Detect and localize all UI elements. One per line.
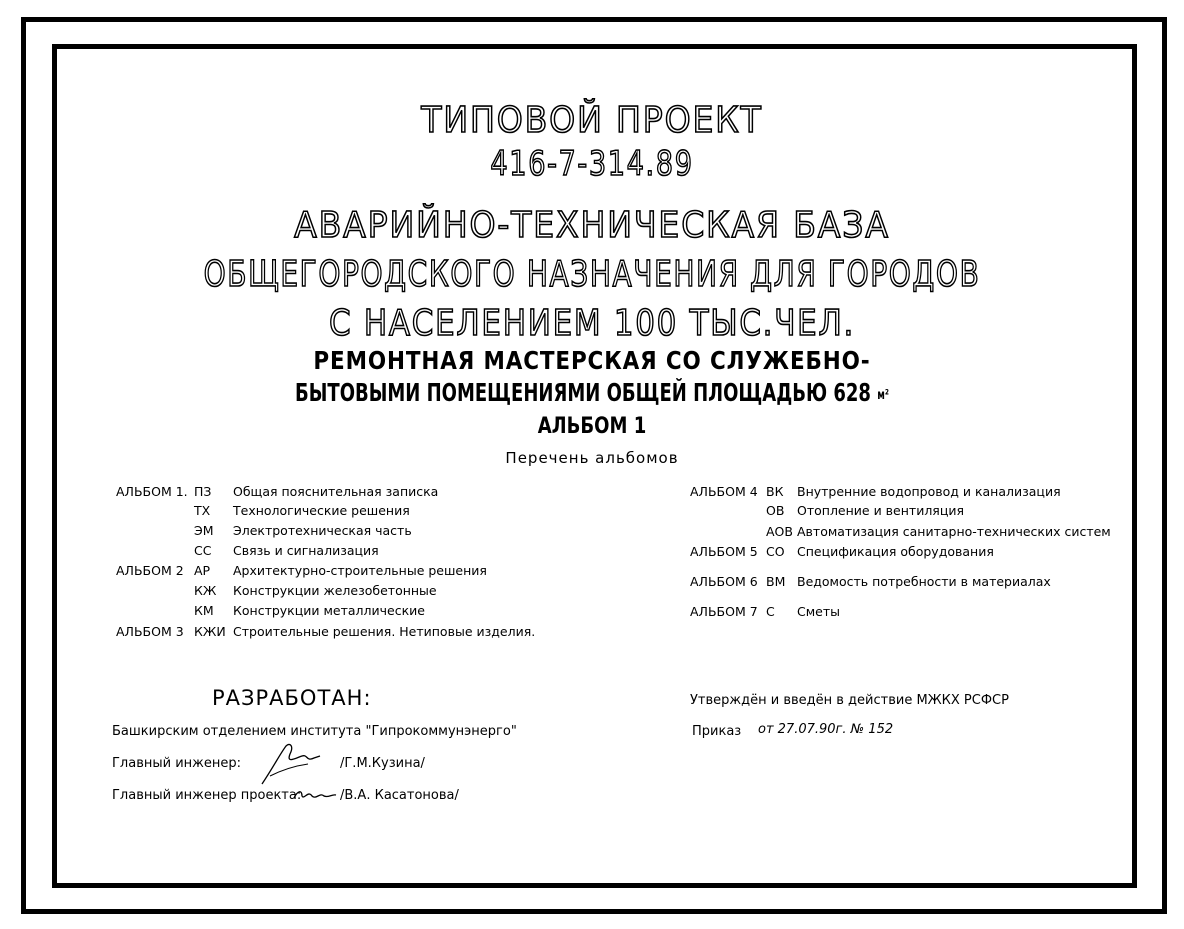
album-code: АР: [194, 563, 211, 578]
album-code: ВК: [766, 484, 784, 499]
order-label: Приказ: [692, 724, 742, 739]
album-label: АЛЬБОМ 7: [690, 604, 758, 619]
approval-text: Утверждён и введён в действие МЖКХ РСФСР: [690, 693, 1009, 708]
album-list-heading: Перечень альбомов: [505, 449, 679, 467]
album-code: КМ: [194, 603, 214, 618]
album-code: ОВ: [766, 503, 785, 518]
album-desc: Строительные решения. Нетиповые изделия.: [233, 624, 536, 639]
album-label: АЛЬБОМ 5: [690, 544, 758, 559]
project-engineer-label: Главный инженер проекта:: [112, 788, 302, 803]
album-desc: Спецификация оборудования: [797, 544, 994, 559]
developer-org: Башкирским отделением института "Гипрокоммунэнерго": [112, 724, 517, 739]
album-desc: Конструкции железобетонные: [233, 583, 437, 598]
album-code: ПЗ: [194, 484, 212, 499]
album-label: АЛЬБОМ 2: [116, 563, 184, 578]
album-code: ТХ: [194, 503, 211, 518]
subtitle-line-1: РЕМОНТНАЯ МАСТЕРСКАЯ СО СЛУЖЕБНО-: [313, 346, 871, 375]
album-code: С: [766, 604, 775, 619]
album-code: КЖ: [194, 583, 217, 598]
album-label: АЛЬБОМ 6: [690, 574, 758, 589]
subtitle-line-2-text: БЫТОВЫМИ ПОМЕЩЕНИЯМИ ОБЩЕЙ ПЛОЩАДЬЮ 628: [295, 378, 871, 407]
album-desc: Сметы: [797, 604, 840, 619]
chief-engineer-name: /Г.М.Кузина/: [340, 756, 425, 771]
album-desc: Ведомость потребности в материалах: [797, 574, 1051, 589]
album-desc: Связь и сигнализация: [233, 543, 379, 558]
album-code: КЖИ: [194, 624, 226, 639]
album-code: ВМ: [766, 574, 786, 589]
chief-engineer-label: Главный инженер:: [112, 756, 241, 771]
album-desc: Электротехническая часть: [233, 523, 412, 538]
album-desc: Технологические решения: [233, 503, 410, 518]
subtitle-line-2: [166, 378, 1018, 407]
area-unit: м²: [877, 388, 889, 403]
album-desc: Конструкции металлические: [233, 603, 425, 618]
order-text: от 27.07.90г. № 152: [758, 722, 894, 737]
album-code: СС: [194, 543, 212, 558]
album-desc: Отопление и вентиляция: [797, 503, 964, 518]
album-code: ЭМ: [194, 523, 214, 538]
project-engineer-name: /В.А. Касатонова/: [340, 788, 459, 803]
chief-engineer-signature: [256, 736, 326, 788]
developer-heading: РАЗРАБОТАН:: [212, 686, 372, 710]
album-desc: Автоматизация санитарно-технических систем: [797, 524, 1111, 539]
title-line-3: АВАРИЙНО-ТЕХНИЧЕСКАЯ БАЗА: [294, 205, 890, 246]
album-label: АЛЬБОМ 4: [690, 484, 758, 499]
album-code: СО: [766, 544, 785, 559]
album-title: АЛЬБОМ 1: [537, 414, 647, 439]
project-engineer-signature: [292, 786, 338, 804]
album-desc: Архитектурно-строительные решения: [233, 563, 487, 578]
album-code: АОВ: [766, 524, 793, 539]
title-line-5: С НАСЕЛЕНИЕМ 100 ТЫС.ЧЕЛ.: [328, 303, 856, 344]
album-desc: Общая пояснительная записка: [233, 484, 439, 499]
album-label: АЛЬБОМ 1.: [116, 484, 188, 499]
album-label: АЛЬБОМ 3: [116, 624, 184, 639]
album-desc: Внутренние водопровод и канализация: [797, 484, 1061, 499]
title-line-4: ОБЩЕГОРОДСКОГО НАЗНАЧЕНИЯ ДЛЯ ГОРОДОВ: [203, 254, 981, 295]
title-line-1: ТИПОВОЙ ПРОЕКТ: [421, 100, 763, 141]
project-number: 416-7-314.89: [490, 144, 694, 184]
